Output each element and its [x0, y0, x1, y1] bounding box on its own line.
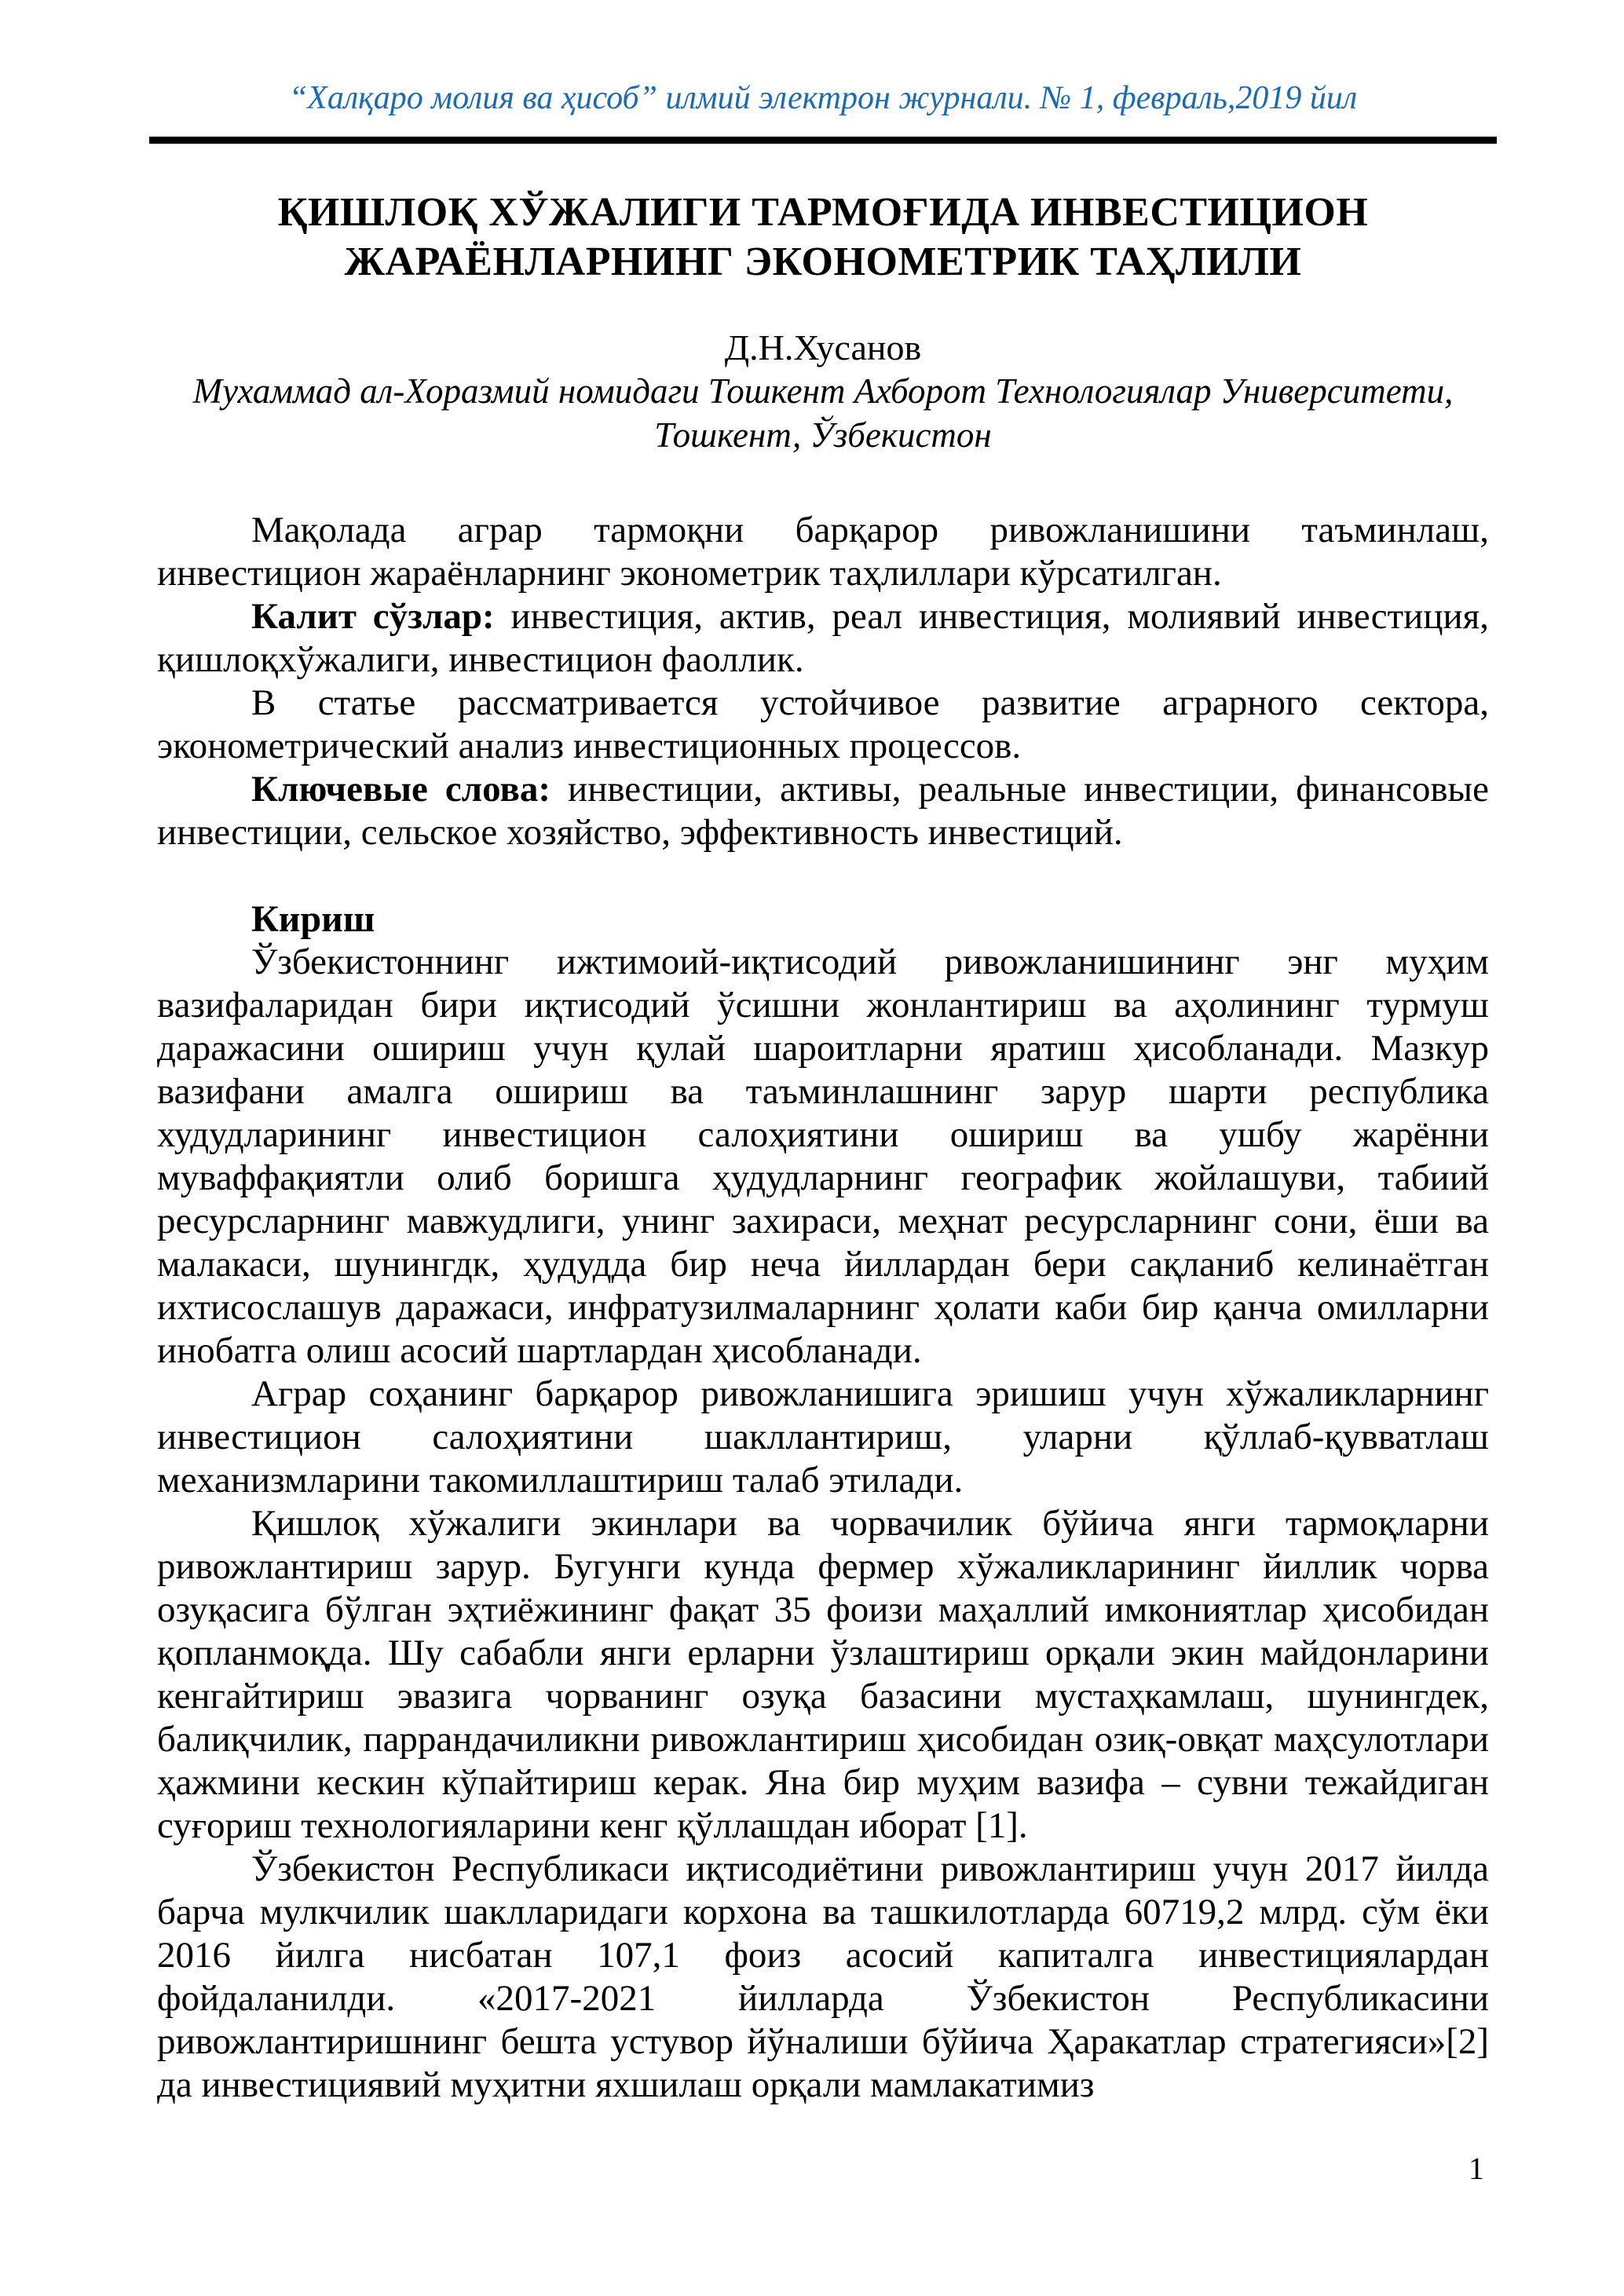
- article-title-line-1: ҚИШЛОҚ ХЎЖАЛИГИ ТАРМОҒИДА ИНВЕСТИЦИОН: [277, 190, 1369, 235]
- affiliation: [157, 369, 1489, 457]
- affiliation-line-1: Мухаммад ал-Хоразмий номидаги Тошкент Ахборот Технологиялар Университети,: [192, 371, 1454, 411]
- keywords-uz-label: Калит сўзлар:: [251, 596, 495, 637]
- page-number: 1: [1469, 2151, 1484, 2186]
- abstract-uz: [157, 509, 1489, 595]
- section-heading-kirish: Кириш: [251, 898, 375, 940]
- journal-header: “Халқаро молия ва ҳисоб” илмий электрон журнали. № 1, февраль,2019 йил: [288, 80, 1358, 116]
- keywords-uz-text: инвестиция, актив, реал инвестиция, молиявий инвестиция, қишлоқхўжалиги, инвестицион фаоллик.: [157, 596, 1489, 680]
- article-title: [157, 188, 1489, 287]
- intro-paragraph-4: Ўзбекистон Республикаси иқтисодиётини ривожлантириш учун 2017 йилда барча мулкчилик шаклларидаги корхона ва ташкилотларда 60719,2 млрд. сўм ёки 2016 йилга нисбатан 107,1 фоиз асосий капиталга инвестициялардан фойдаланилди. «2017-2021 йилларда Ўзбекистон Республикасини ривожлантиришнинг бешта устувор йўналиши бўйича Ҳаракатлар стратегияси»[2] да инвестициявий муҳитни яхшилаш орқали мамлакатимиз: [157, 1848, 1489, 2105]
- article-title-line-2: ЖАРАЁНЛАРНИНГ ЭКОНОМЕТРИК ТАҲЛИЛИ: [344, 239, 1302, 284]
- keywords-ru-label: Ключевые слова:: [251, 769, 551, 810]
- abstract-block: [157, 509, 1489, 854]
- abstract-ru-text: В статье рассматривается устойчивое развитие аграрного сектора, эконометрический анализ инвестиционных процессов.: [157, 682, 1489, 766]
- abstract-uz-text: Мақолада аграр тармоқни барқарор ривожланишини таъминлаш, инвестицион жараёнларнинг эконометрик таҳлиллари кўрсатилган.: [157, 510, 1489, 594]
- intro-paragraph-2: Аграр соҳанинг барқарор ривожланишига эришиш учун хўжаликларнинг инвестицион салоҳиятини шакллантириш, уларни қўллаб-қувватлаш механизмларини такомиллаштириш талаб этилади.: [157, 1373, 1489, 1501]
- intro-paragraph-1: Ўзбекистоннинг ижтимоий-иқтисодий ривожланишининг энг муҳим вазифаларидан бири иқтисодий ўсишни жонлантириш ва аҳолининг турмуш даражасини ошириш учун қулай шароитларни яратиш ҳисобланади. Мазкур вазифани амалга ошириш ва таъминлашнинг зарур шарти республика худудларининг инвестицион салоҳиятини ошириш ва ушбу жарённи муваффақиятли олиб боришга ҳудудларнинг географик жойлашуви, табиий ресурсларнинг мавжудлиги, унинг захираси, меҳнат ресурсларнинг сони, ёши ва малакаси, шунингдк, ҳудудда бир неча йиллардан бери сақланиб келинаётган ихтисослашув даражаси, инфратузилмаларнинг ҳолати каби бир қанча омилларни инобатга олиш асосий шартлардан ҳисобланади.: [157, 941, 1489, 1371]
- intro-paragraph-3: Қишлоқ хўжалиги экинлари ва чорвачилик бўйича янги тармоқларни ривожлантириш зарур. Бугунги кунда фермер хўжаликларининг йиллик чорва озуқасига бўлган эҳтиёжининг фақат 35 фоизи маҳаллий имкониятлар ҳисобидан қопланмоқда. Шу сабабли янги ерларни ўзлаштириш орқали экин майдонларини кенгайтириш эвазига чорванинг озуқа базасини мустаҳкамлаш, шунингдек, балиқчилик, паррандачиликни ривожлантириш ҳисобидан озиқ-овқат маҳсулотлари ҳажмини кескин кўпайтириш керак. Яна бир муҳим вазифа – сувни тежайдиган суғориш технологияларини кенг қўллашдан иборат [1].: [157, 1503, 1489, 1846]
- keywords-ru-text: инвестиции, активы, реальные инвестиции, финансовые инвестиции, сельское хозяйство, эффективность инвестиций.: [157, 769, 1489, 853]
- author-name: Д.Н.Хусанов: [724, 327, 922, 367]
- header-rule: [149, 137, 1497, 144]
- keywords-uz: [157, 595, 1489, 682]
- affiliation-line-2: Тошкент, Ўзбекистон: [654, 415, 992, 455]
- keywords-ru: [157, 768, 1489, 854]
- abstract-ru: [157, 682, 1489, 768]
